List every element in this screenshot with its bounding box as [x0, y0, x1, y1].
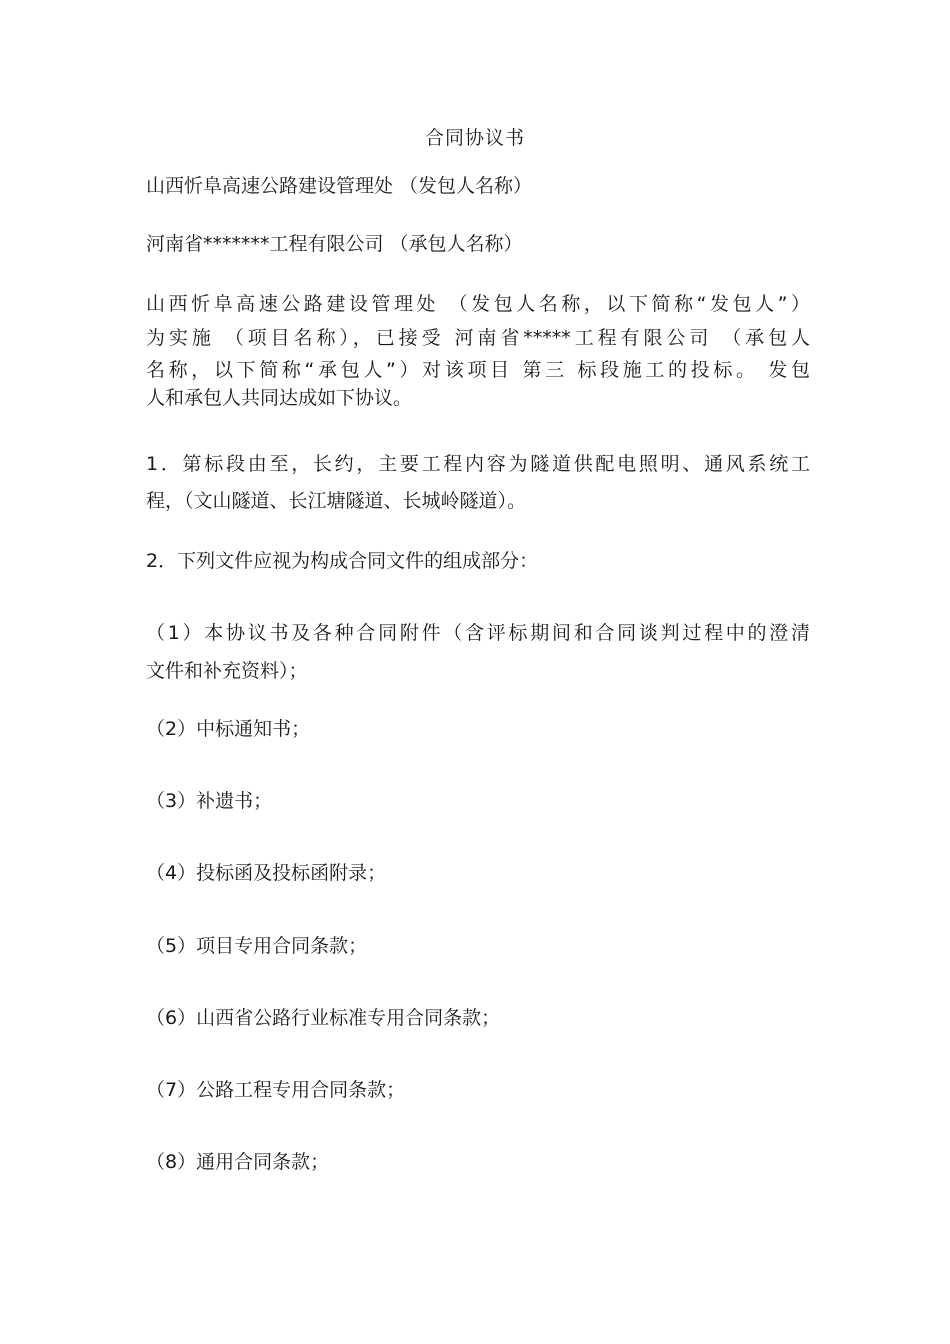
document-item-3: （3）补遗书；	[146, 790, 273, 812]
clause-1	[146, 452, 810, 513]
intro-paragraph	[146, 292, 810, 410]
clause-1-line: 1．第标段由至，长约，主要工程内容为隧道供配电照明、通风系统工	[146, 453, 810, 475]
document-item-2: （2）中标通知书；	[146, 718, 311, 740]
document-item-1	[146, 621, 810, 683]
intro-line: 山西忻阜高速公路建设管理处 （发包人名称，以下简称“发包人”）	[146, 293, 810, 315]
document-title: 合同协议书	[424, 127, 525, 149]
document-item-5: （5）项目专用合同条款；	[146, 935, 368, 957]
clause-1-line: 程，（文山隧道、长江塘隧道、长城岭隧道）。	[146, 490, 527, 512]
document-item-4: （4）投标函及投标函附录；	[146, 862, 387, 884]
document-item-1-line: （1）本协议书及各种合同附件（含评标期间和合同谈判过程中的澄清	[146, 622, 810, 644]
contractor-line: 河南省*******工程有限公司 （承包人名称）	[146, 233, 523, 255]
intro-line: 为实施 （项目名称），已接受 河南省*****工程有限公司 （承包人	[146, 327, 810, 349]
intro-line: 人和承包人共同达成如下协议。	[146, 387, 413, 409]
document-item-6: （6）山西省公路行业标准专用合同条款；	[146, 1007, 501, 1029]
document-item-8: （8）通用合同条款；	[146, 1151, 330, 1173]
document-item-1-line: 文件和补充资料）；	[146, 660, 308, 682]
document-item-7: （7）公路工程专用合同条款；	[146, 1079, 406, 1101]
clause-2: 2．下列文件应视为构成合同文件的组成部分：	[146, 550, 539, 572]
intro-line: 名称，以下简称“承包人”）对该项目 第三 标段施工的投标。 发包	[146, 359, 810, 381]
employer-line: 山西忻阜高速公路建设管理处 （发包人名称）	[146, 175, 533, 197]
